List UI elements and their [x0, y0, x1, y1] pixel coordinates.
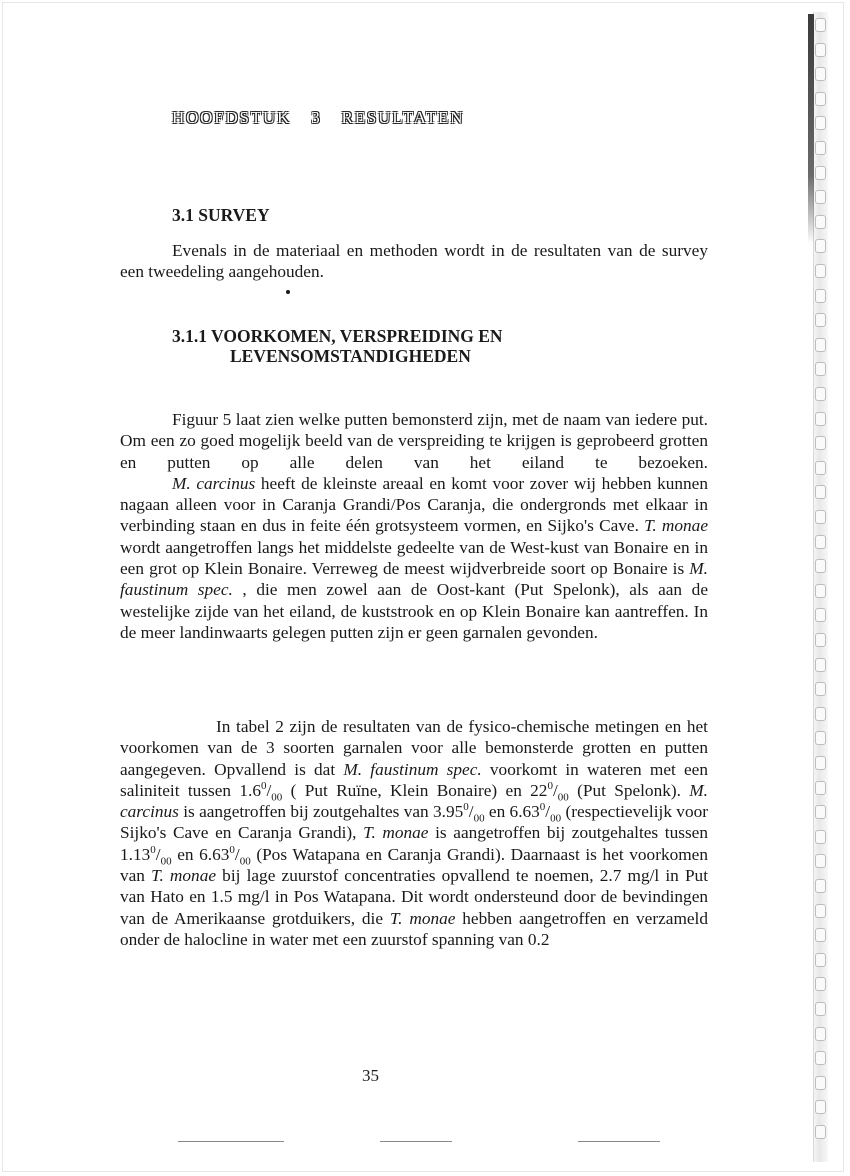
subsection-heading	[172, 326, 503, 366]
binding-ring	[815, 633, 826, 647]
text-run: is aangetroffen bij zoutgehaltes van 3.95	[178, 802, 464, 822]
section-heading: 3.1 SURVEY	[172, 205, 270, 225]
section-intro	[120, 240, 708, 283]
binding-ring	[815, 239, 826, 253]
permille-unit: $^0/_{00}$	[150, 844, 172, 868]
binding-ring	[815, 830, 826, 844]
footer-rule	[178, 1141, 284, 1142]
species-name: T. monae	[363, 823, 429, 843]
footer-rule	[578, 1141, 660, 1142]
binding-ring	[815, 1002, 826, 1016]
binding-ring	[815, 1027, 826, 1041]
binding-ring	[815, 215, 826, 229]
binding-ring	[815, 1051, 826, 1065]
binding-ring	[815, 1076, 826, 1090]
body-text-2	[120, 716, 708, 950]
binding-ring	[815, 166, 826, 180]
binding-ring	[815, 953, 826, 967]
binding-ring	[815, 879, 826, 893]
permille-unit: $^0/_{00}$	[539, 801, 562, 825]
binding-ring	[815, 116, 826, 130]
binding-ring	[815, 436, 826, 450]
permille-unit: $^0/_{00}$	[547, 780, 569, 804]
binding-ring	[815, 141, 826, 155]
text-run: en 6.63	[484, 802, 540, 822]
binding-ring	[815, 608, 826, 622]
binding-ring	[815, 18, 826, 32]
permille-unit: $^0/_{00}$	[463, 801, 485, 825]
binding-ring	[815, 854, 826, 868]
binding-ring	[815, 707, 826, 721]
binding-ring	[815, 682, 826, 696]
subsection-heading-line2: LEVENSOMSTANDIGHEDEN	[230, 346, 471, 366]
stray-mark	[286, 290, 290, 294]
text-run: In tabel 2 zijn de resultaten van de fysico-chemische metingen en het voorkomen van de 3 soorten garnalen voor alle bemonsterde grotten en putten aangegeven. Opvallend is dat	[120, 717, 708, 779]
text-run: , die men zowel aan de Oost-kant (Put Spelonk), als aan de westelijke zijde van het eiland, de kuststrook en op Klein Bonaire kan aantreffen. In de meer landinwaarts gelegen putten zijn er geen garnalen gevonden.	[120, 580, 708, 642]
text-run: bij lage zuurstof concentraties opvallend te noemen, 2.7 mg/l in Put van Hato en 1.5 mg/l in Pos Watapana. Dit wordt ondersteund door de bevindingen van de Amerikaanse grotduikers, die	[120, 866, 709, 928]
species-name: T. monae	[151, 866, 217, 886]
text-run: heeft de kleinste areaal en komt voor zover wij hebben kunnen nagaan alleen voor in Caranja Grandi/Pos Caranja, die ondergronds met elkaar in verbinding staan en dus in feite één grotsysteem vormen, en Sijko's Cave.	[120, 473, 708, 536]
permille-unit: $^0/_{00}$	[229, 844, 251, 868]
intro-paragraph: Evenals in de materiaal en methoden wordt in de resultaten van de survey een tweedeling aangehouden.	[120, 241, 708, 282]
binding-ring	[815, 535, 826, 549]
text-run: hebben aangetroffen en verzameld onder de halocline in water met een zuurstof spanning van 0.2	[120, 908, 709, 949]
binding-ring	[815, 412, 826, 426]
binding-ring	[815, 977, 826, 991]
binding-ring	[815, 1100, 826, 1114]
text-run: voorkomt in wateren met een saliniteit tussen 1.6	[120, 759, 708, 800]
species-name: M. faustinum spec.	[120, 559, 708, 600]
paragraph-species	[120, 473, 708, 643]
binding-ring	[815, 461, 826, 475]
species-name: T. monae	[389, 908, 456, 928]
chapter-heading: HOOFDSTUK 3 RESULTATEN	[172, 108, 465, 127]
permille-unit: $^0/_{00}$	[260, 780, 283, 804]
binding-shadow	[808, 14, 814, 244]
binding-ring	[815, 338, 826, 352]
binding-ring	[815, 510, 826, 524]
paragraph-figures: Figuur 5 laat zien welke putten bemonsterd zijn, met de naam van iedere put. Om een zo goed mogelijk beeld van de verspreiding te krijgen is geprobeerd grotten en putten op alle delen van het eiland te bezoeken.	[120, 410, 708, 472]
binding-ring	[815, 756, 826, 770]
binding-ring	[815, 387, 826, 401]
page-number: 35	[362, 1066, 379, 1085]
binding-ring	[815, 805, 826, 819]
text-run: (respectievelijk voor Sijko's Cave en Caranja Grandi),	[120, 802, 708, 843]
paragraph-table	[120, 716, 708, 950]
binding-ring	[815, 190, 826, 204]
text-run: wordt aangetroffen langs het middelste gedeelte van de West-kust van Bonaire en in een grot op Klein Bonaire. Verreweg de meest wijdverbreide soort op Bonaire is	[120, 537, 708, 579]
binding-ring	[815, 559, 826, 573]
binding-ring	[815, 92, 826, 106]
species-name: M. carcinus	[172, 473, 256, 493]
binding-ring	[815, 1125, 826, 1139]
species-name: T. monae	[644, 516, 708, 536]
binding-ring	[815, 658, 826, 672]
text-run: (Put Spelonk).	[568, 780, 690, 800]
species-name: M. carcinus	[120, 780, 708, 822]
binding-ring	[815, 67, 826, 81]
binding-ring	[815, 904, 826, 918]
binding-ring	[815, 928, 826, 942]
subsection-heading-line1: 3.1.1 VOORKOMEN, VERSPREIDING EN	[172, 326, 503, 346]
text-run: ( Put Ruïne, Klein Bonaire) en 22	[282, 780, 548, 800]
binding-ring	[815, 264, 826, 278]
binding-ring	[815, 731, 826, 745]
species-name: M. faustinum spec.	[343, 759, 482, 779]
binding-ring	[815, 781, 826, 795]
body-text-1	[120, 409, 708, 643]
text-run: (Pos Watapana en Caranja Grandi). Daarnaast is het voorkomen van	[120, 844, 708, 886]
binding-ring	[815, 584, 826, 598]
text-run: is aangetroffen bij zoutgehaltes tussen 1.13	[120, 823, 708, 864]
binding-ring	[815, 313, 826, 327]
footer-rule	[380, 1141, 452, 1142]
binding-ring	[815, 485, 826, 499]
binding-ring	[815, 362, 826, 376]
text-run: en 6.63	[171, 844, 230, 864]
binding-ring	[815, 43, 826, 57]
binding-ring	[815, 289, 826, 303]
